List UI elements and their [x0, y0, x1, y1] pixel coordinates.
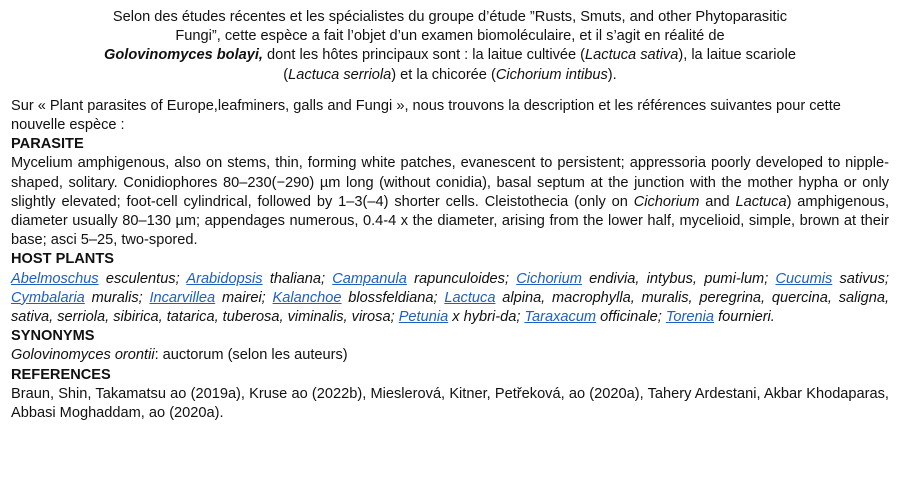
synonyms-heading: SYNONYMS: [11, 328, 95, 345]
parasite-cichorium: Cichorium: [633, 193, 700, 210]
host-genus-link[interactable]: Cucumis: [775, 270, 833, 287]
host-species: endivia, intybus, pumi-lum;: [581, 270, 776, 287]
species-name-bold: Golovinomyces bolayi,: [104, 47, 263, 64]
synonym-name: Golovinomyces orontii: [11, 347, 155, 364]
host-species: muralis;: [84, 289, 150, 306]
lactuca-serriola: Lactuca serriola: [288, 66, 392, 83]
intro-line-3-tail: ), la laitue scariole: [678, 47, 796, 64]
host-genus-link[interactable]: Abelmoschus: [11, 270, 99, 287]
host-species: x hybri-da;: [448, 309, 525, 326]
host-genus-link[interactable]: Petunia: [398, 309, 449, 326]
host-species: officinale;: [596, 309, 666, 326]
host-plants-heading: HOST PLANTS: [11, 251, 114, 268]
intro-line-2: Fungi”, cette espèce a fait l’objet d’un examen biomoléculaire, et il s’agit en réalité de: [175, 28, 725, 45]
host-species: alpina, macrophylla, muralis, peregrina, quercina, saligna, sativa, serriola, sibirica, tatarica, tuberosa, viminalis, virosa;: [11, 289, 890, 326]
lactuca-sativa: Lactuca sativa: [585, 47, 679, 64]
source-sentence: Sur « Plant parasites of Europe,leafminers, galls and Fungi », nous trouvons la description et les références suivantes pour cette nouvelle espèce :: [11, 97, 841, 134]
host-genus-link[interactable]: Incarvillea: [149, 289, 216, 306]
references-heading: REFERENCES: [11, 366, 111, 383]
intro-paragraph: [11, 8, 889, 85]
parasite-and: and: [699, 193, 736, 210]
synonyms-text: [11, 346, 889, 365]
intro-line-1: Selon des études récentes et les spécialistes du groupe d’étude ”Rusts, Smuts, and other Phytoparasitic: [112, 9, 788, 25]
host-species: sativus;: [832, 270, 889, 287]
host-species: mairei;: [215, 289, 273, 306]
cichorium-intibus: Cichorium intibus: [495, 66, 608, 83]
host-genus-link[interactable]: Cymbalaria: [11, 289, 85, 306]
host-genus-link[interactable]: Kalanchoe: [272, 289, 342, 306]
intro-paren: (: [283, 66, 289, 83]
synonym-rest: : auctorum (selon les auteurs): [154, 347, 348, 364]
host-genus-link[interactable]: Torenia: [665, 309, 715, 326]
host-genus-link[interactable]: Taraxacum: [524, 309, 597, 326]
parasite-lactuca: Lactuca: [735, 193, 787, 210]
host-genus-link[interactable]: Lactuca: [444, 289, 496, 306]
host-species: thaliana;: [262, 270, 333, 287]
host-genus-link[interactable]: Arabidopsis: [186, 270, 263, 287]
intro-line-3: dont les hôtes principaux sont : la laitue cultivée (: [262, 47, 586, 64]
host-genus-link[interactable]: Campanula: [332, 270, 407, 287]
intro-line-4: ) et la chicorée (: [391, 66, 496, 83]
host-species: blossfeldiana;: [341, 289, 445, 306]
host-species: esculentus;: [98, 270, 187, 287]
host-species: fournieri.: [714, 309, 775, 326]
parasite-heading: PARASITE: [11, 136, 84, 153]
host-species: rapunculoides;: [406, 270, 517, 287]
host-plants-list: [11, 270, 889, 328]
host-genus-link[interactable]: Cichorium: [516, 270, 582, 287]
references-text: Braun, Shin, Takamatsu ao (2019a), Kruse ao (2022b), Mieslerová, Kitner, Petřeková, ao (2020a), Tahery Ardestani, Akbar Khodaparas, Abbasi Moghaddam, ao (2020a).: [11, 385, 889, 422]
intro-line-4-end: ).: [607, 66, 617, 83]
parasite-text-b: ) amphigenous, diameter usually 80–130 µm; appendages numerous, 0.4-4 x the diameter, arising from the lower half, mycelioid, simple, brown at their base; asci 5–25, two-spored.: [11, 193, 889, 249]
description-body: [11, 97, 889, 423]
parasite-text-a: Mycelium amphigenous, also on stems, thin, forming white patches, evanescent to persistent; appressoria poorly developed to nipple-shaped, solitary. Conidiophores 80–230(−290) µm long (without conidia), basal septum at the junction with the mother hypha or only slightly elevated; foot-cell cylindrical, followed by 1–3(–4) shorter cells. Cleistothecia (only on: [11, 155, 889, 210]
parasite-text: [11, 154, 889, 250]
